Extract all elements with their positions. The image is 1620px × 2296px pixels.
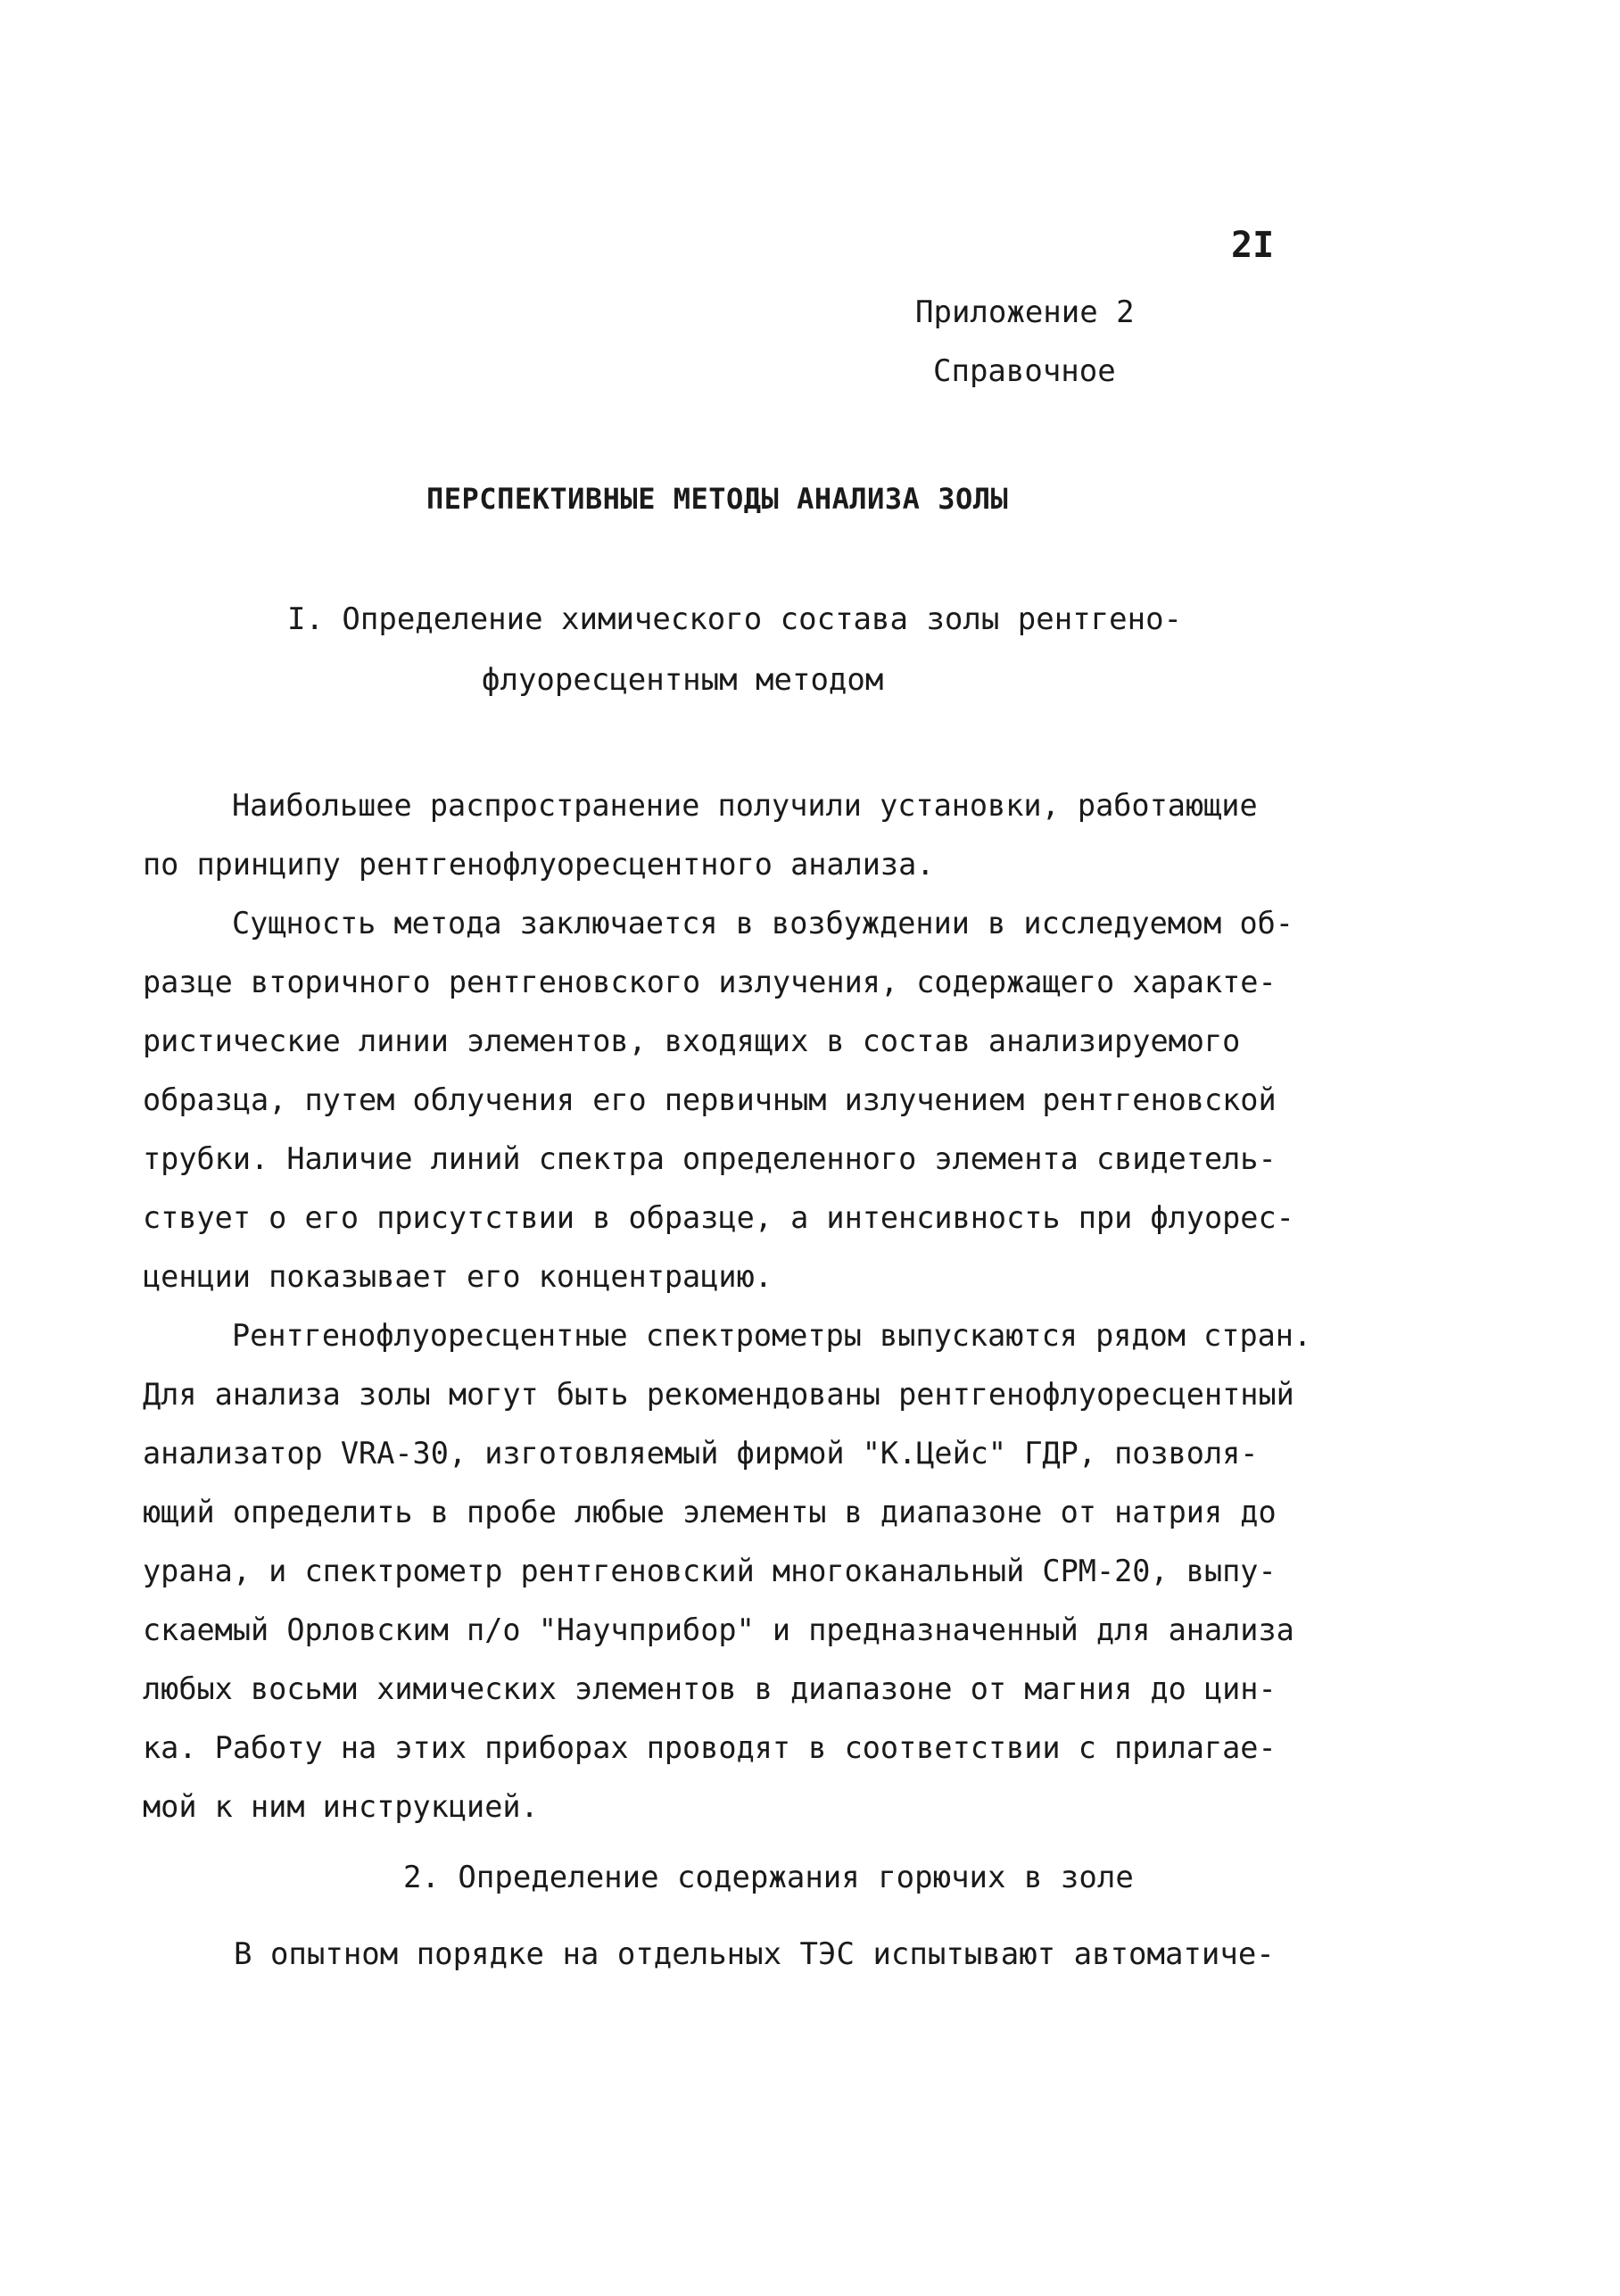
section-1-body — [143, 776, 1320, 1836]
paragraph-2-line: ценции показывает его концентрацию. — [143, 1259, 773, 1294]
section-1-heading-line-2: флуоресцентным методом — [482, 662, 884, 698]
appendix-label: Приложение 2 — [915, 294, 1135, 330]
paragraph-3-line: ющий определить в пробе любые элементы в диапазоне от натрия до — [143, 1495, 1277, 1529]
appendix-type: Справочное — [933, 353, 1116, 389]
paragraph-3-line: Для анализа золы могут быть рекомендованы рентгенофлуоресцентный — [143, 1377, 1294, 1412]
paragraph-2-line: разце вторичного рентгеновского излучения, содержащего характе- — [143, 965, 1277, 999]
paragraph-3-line: ка. Работу на этих приборах проводят в соответствии с прилагае- — [143, 1730, 1277, 1765]
paragraph-3-line: анализатор VRA-30, изготовляемый фирмой "К.Цейс" ГДР, позволя- — [143, 1436, 1259, 1471]
paragraph-3-line: скаемый Орловским п/о "Научприбор" и предназначенный для анализа — [143, 1612, 1294, 1647]
section-1-heading-line-1: I. Определение химического состава золы рентгено- — [287, 601, 1183, 637]
paragraph-1-line: Наибольшее распространение получили установки, работающие — [232, 788, 1258, 823]
section-2-heading: 2. Определение содержания горючих в золе — [403, 1860, 1134, 1895]
paragraph-2-line: ствует о его присутствии в образце, а интенсивность при флуорес- — [143, 1200, 1294, 1235]
document-title: ПЕРСПЕКТИВНЫЕ МЕТОДЫ АНАЛИЗА ЗОЛЫ — [426, 482, 1009, 516]
paragraph-2-line: Сущность метода заключается в возбуждении в исследуемом об- — [232, 906, 1294, 941]
paragraph-2-line: образца, путем облучения его первичным излучением рентгеновской — [143, 1082, 1277, 1117]
page-number: 2I — [1231, 225, 1275, 266]
paragraph-2-line: трубки. Наличие линий спектра определенного элемента свидетель- — [143, 1141, 1277, 1176]
paragraph-3-line: Рентгенофлуоресцентные спектрометры выпускаются рядом стран. — [232, 1318, 1312, 1353]
paragraph-2-line: ристические линии элементов, входящих в состав анализируемого — [143, 1024, 1241, 1058]
paragraph-3-line: урана, и спектрометр рентгеновский многоканальный СРМ-20, выпу- — [143, 1554, 1277, 1588]
paragraph-3-line: любых восьми химических элементов в диапазоне от магния до цин- — [143, 1671, 1277, 1706]
paragraph-1-line: по принципу рентгенофлуоресцентного анализа. — [143, 847, 935, 882]
paragraph-4-line: В опытном порядке на отдельных ТЭС испытывают автоматиче- — [234, 1936, 1275, 1972]
paragraph-3-line: мой к ним инструкцией. — [143, 1789, 539, 1824]
